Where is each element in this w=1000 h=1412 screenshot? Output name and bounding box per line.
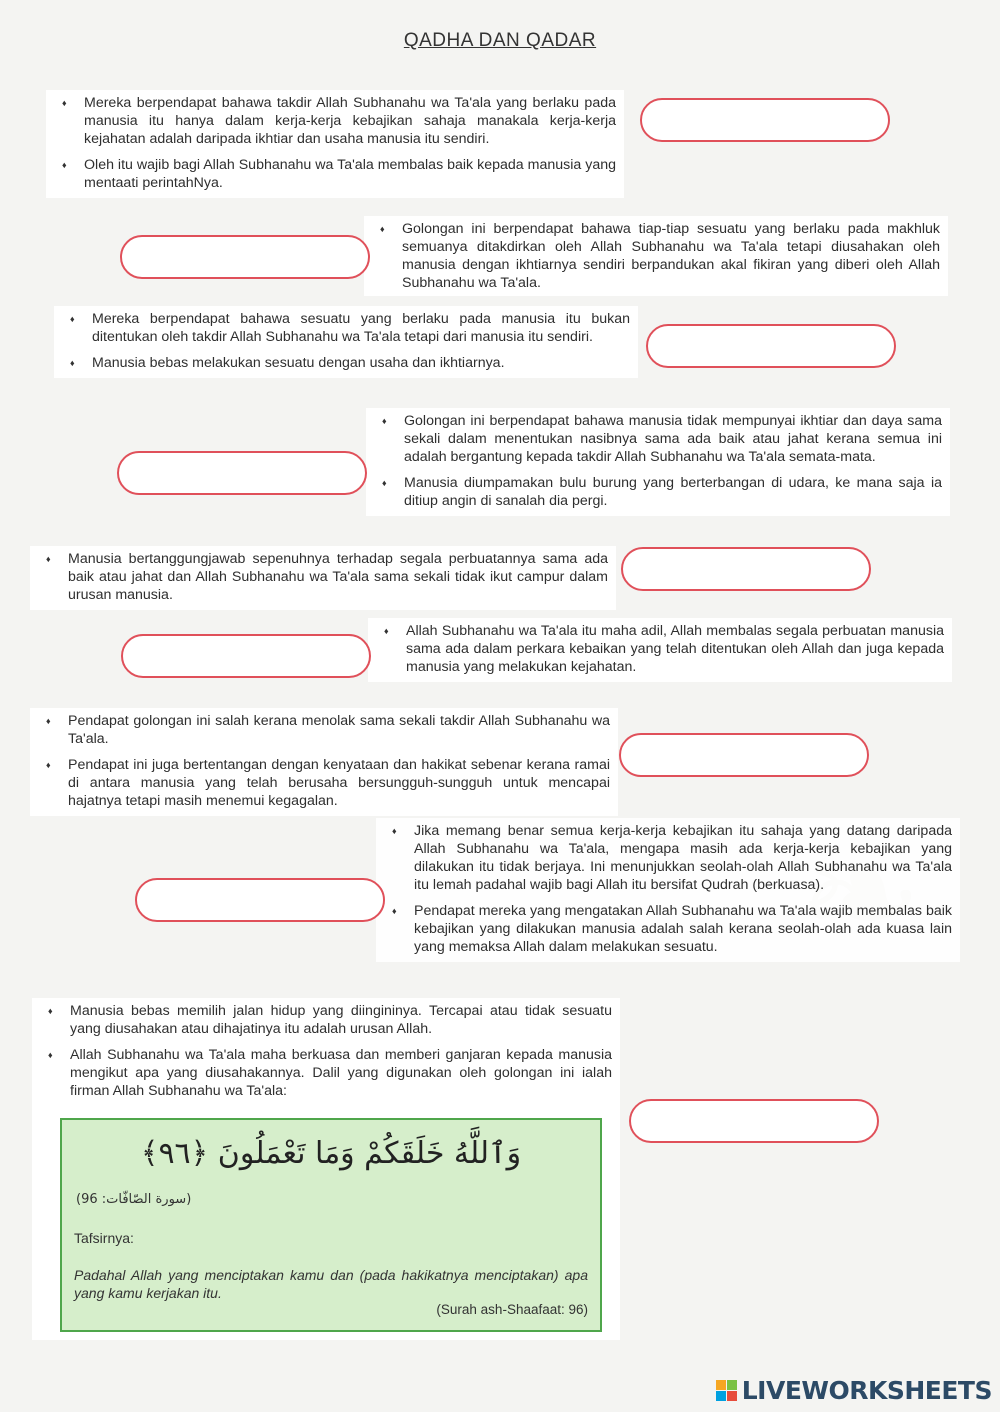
answer-input-5[interactable] (621, 547, 871, 591)
surah-reference: (Surah ash-Shaafaat: 96) (436, 1302, 588, 1317)
statement-item: ♦ Allah Subhanahu wa Ta'ala itu maha adil, Allah membalas segala perbuatan manusia sama ada dalam perkara kebaikan yang telah ditentukan oleh Allah dan juga kepada manusia yang melakukan kejahatan. (376, 622, 944, 676)
statement-item: ♦ Allah Subhanahu wa Ta'ala maha berkuasa dan memberi ganjaran kepada manusia mengikut apa yang diusahakannya. Dalil yang digunakan oleh golongan ini ialah firman Allah Subhanahu wa Ta'ala: (40, 1046, 612, 1100)
answer-input-6[interactable] (121, 634, 371, 678)
logo-square-2 (727, 1380, 737, 1390)
statement-item: ♦ Pendapat golongan ini salah kerana menolak sama sekali takdir Allah Subhanahu wa Ta'ala. (38, 712, 610, 748)
logo-square-3 (716, 1391, 726, 1401)
tafsir-label: Tafsirnya: (74, 1230, 134, 1246)
answer-input-2[interactable] (120, 235, 370, 279)
statement-block-6 (368, 618, 952, 682)
arabic-verse: وَٱللَّهُ خَلَقَكُمْ وَمَا تَعْمَلُونَ ﴿٩٦﴾ (140, 1136, 522, 1171)
logo-square-4 (727, 1391, 737, 1401)
page-title: QADHA DAN QADAR (403, 30, 597, 51)
answer-input-7[interactable] (619, 733, 869, 777)
statement-block-3 (54, 306, 638, 378)
statement-item: ♦ Mereka berpendapat bahawa takdir Allah Subhanahu wa Ta'ala yang berlaku pada manusia itu hanya dalam kerja-kerja kebajikan sahaja manakala kerja-kerja kejahatan adalah daripada ikhtiar dan usaha manusia itu sendiri. (54, 94, 616, 148)
arabic-surah-reference: (سورة الصّافّات: 96) (76, 1192, 192, 1207)
statement-item: ♦ Pendapat mereka yang mengatakan Allah Subhanahu wa Ta'ala wajib membalas baik kebajikan yang dilakukan manusia adalah salah kerana seolah-olah ada kuasa lain yang memaksa Allah dalam melakukan sesuatu. (384, 902, 952, 956)
answer-input-3[interactable] (646, 324, 896, 368)
statement-item: ♦ Manusia diumpamakan bulu burung yang berterbangan di udara, ke mana saja ia ditiup angin di sanalah dia pergi. (374, 474, 942, 510)
statement-item: ♦ Jika memang benar semua kerja-kerja kebajikan itu sahaja yang datang daripada Allah Subhanahu wa Ta'ala, mengapa masih ada kerja-kerja kebajikan yang dilakukan itu tidak berjaya. Ini menunjukkan seolah-olah Allah Subhanahu wa Ta'ala itu lemah padahal wajib bagi Allah itu bersifat Qudrah (berkuasa). (384, 822, 952, 894)
logo-square-1 (716, 1380, 726, 1390)
statement-block-7 (30, 708, 618, 816)
statement-item: ♦ Pendapat ini juga bertentangan dengan kenyataan dan hakikat sebenar kerana ramai di antara manusia yang telah berusaha bersungguh-sungguh untuk mencapai hajatnya tetapi masih menemui kegagalan. (38, 756, 610, 810)
liveworksheets-logo-icon (716, 1380, 738, 1402)
statement-block-1 (46, 90, 624, 198)
tafsir-text: Padahal Allah yang menciptakan kamu dan (pada hakikatnya menciptakan) apa yang kamu kerjakan itu. (74, 1267, 588, 1301)
brand-name: LIVEWORKSHEETS (741, 1376, 992, 1405)
statement-item: ♦ Manusia bebas memilih jalan hidup yang diingininya. Tercapai atau tidak sesuatu yang diusahakan atau dihajatinya itu adalah urusan Allah. (40, 1002, 612, 1038)
statement-item: ♦ Manusia bebas melakukan sesuatu dengan usaha dan ikhtiarnya. (62, 354, 630, 372)
statement-item: ♦ Oleh itu wajib bagi Allah Subhanahu wa Ta'ala membalas baik kepada manusia yang mentaati perintahNya. (54, 156, 616, 192)
statement-item: ♦ Golongan ini berpendapat bahawa tiap-tiap sesuatu yang berlaku pada makhluk semuanya ditakdirkan oleh Allah Subhanahu wa Ta'ala tetapi diusahakan oleh manusia dengan ikhtiarnya sendiri berpandukan akal fikiran yang diberi oleh Allah Subhanahu wa Ta'ala. (372, 220, 940, 292)
statement-item: ♦ Mereka berpendapat bahawa sesuatu yang berlaku pada manusia itu bukan ditentukan oleh takdir Allah Subhanahu wa Ta'ala tetapi dari manusia itu sendiri. (62, 310, 630, 346)
liveworksheets-brand[interactable] (716, 1376, 992, 1405)
statement-item: ♦ Golongan ini berpendapat bahawa manusia tidak mempunyai ikhtiar dan daya sama sekali dalam menentukan nasibnya sama ada baik atau jahat kerana semua ini adalah bergantung kepada takdir Allah Subhanahu wa Ta'ala semata-mata. (374, 412, 942, 466)
answer-input-4[interactable] (117, 451, 367, 495)
statement-block-8 (376, 818, 960, 962)
statement-item: ♦ Manusia bertanggungjawab sepenuhnya terhadap segala perbuatannya sama ada baik atau jahat dan Allah Subhanahu wa Ta'ala sama sekali tidak ikut campur dalam urusan manusia. (38, 550, 608, 604)
statement-block-5 (30, 546, 616, 610)
quran-verse-box (60, 1118, 602, 1332)
answer-input-8[interactable] (135, 878, 385, 922)
statement-block-2 (364, 216, 948, 296)
answer-input-9[interactable] (629, 1099, 879, 1143)
answer-input-1[interactable] (640, 98, 890, 142)
statement-block-4 (366, 408, 950, 516)
